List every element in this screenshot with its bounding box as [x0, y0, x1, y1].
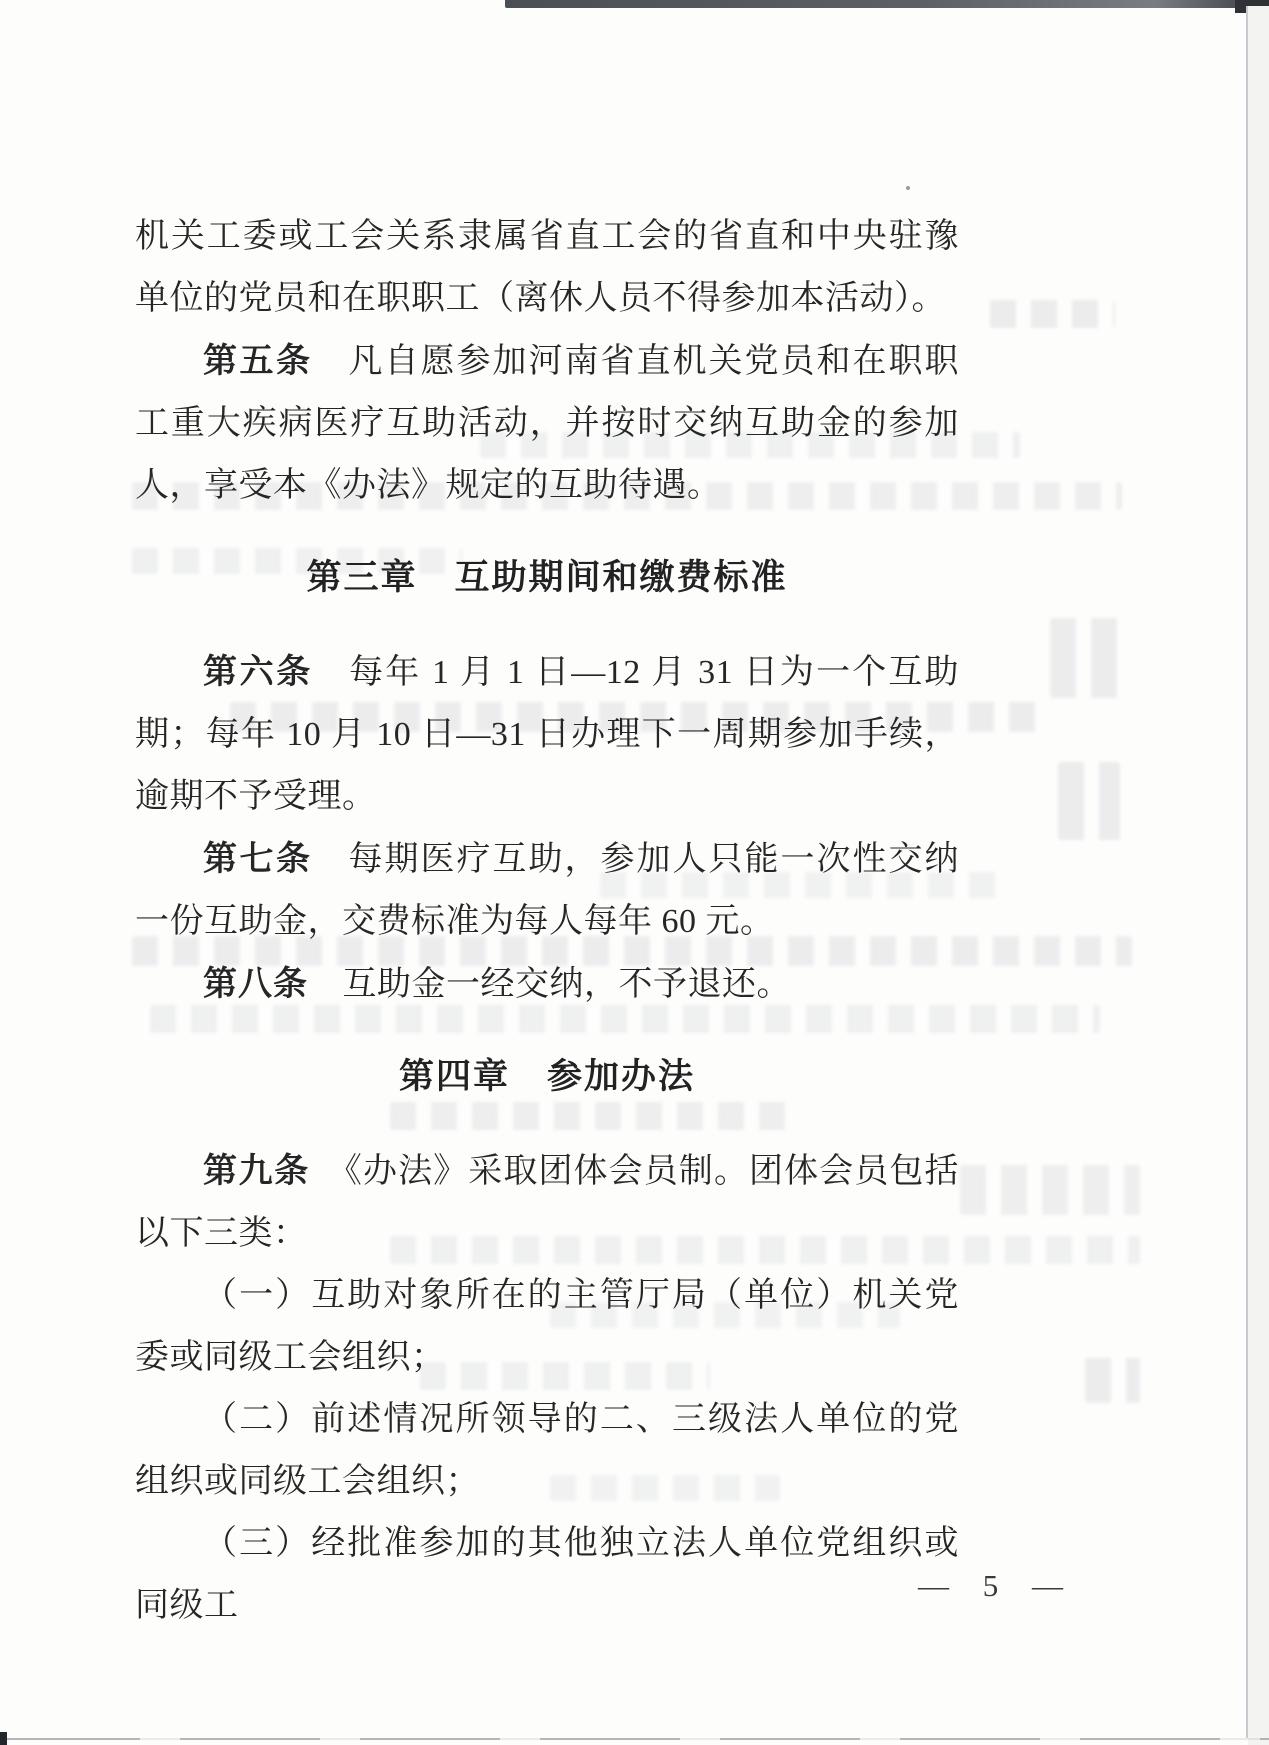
- chapter-heading: 第四章 参加办法: [398, 1057, 695, 1096]
- paragraph: 第七条 每期医疗互助，参加人只能一次性交纳一份互助金，交费标准为每人每年 60 元。: [135, 840, 959, 940]
- article-number: 第五条: [203, 342, 313, 380]
- paragraph: 第九条 《办法》采取团体会员制。团体会员包括以下三类：: [135, 1152, 960, 1252]
- paragraph: 机关工委或工会关系隶属省直工会的省直和中央驻豫单位的党员和在职职工（离休人员不得参加本活动）。: [135, 218, 959, 317]
- paragraph: 第六条 每年 1 月 1 日—12 月 31 日为一个互助期；每年 10 月 10 日—31 日办理下一周期参加手续，逾期不予受理。: [135, 653, 960, 815]
- page-right-edge-line: [1246, 6, 1248, 1738]
- bleed-through-smudge: [1085, 1358, 1140, 1403]
- bleed-through-smudge: [960, 1165, 1140, 1215]
- bleed-through-smudge: [1050, 618, 1120, 698]
- bleed-through-smudge: [990, 300, 1115, 328]
- page-bottom-edge-line: [0, 1738, 1269, 1740]
- paragraph: （一）互助对象所在的主管厅局（单位）机关党委或同级工会组织；: [135, 1277, 959, 1376]
- document-body: [135, 0, 959, 1637]
- article-number: 第七条: [203, 840, 313, 878]
- paragraph: （三）经批准参加的其他独立法人单位党组织或同级工: [135, 1525, 959, 1624]
- bleed-through-smudge: [1058, 762, 1120, 840]
- paragraph: 第五条 凡自愿参加河南省直机关党员和在职职工重大疾病医疗互助活动，并按时交纳互助金的参加人，享受本《办法》规定的互助待遇。: [135, 342, 959, 504]
- article-number: 第六条: [203, 653, 313, 691]
- article-number: 第八条: [203, 965, 308, 1003]
- scanner-bottom-left-mark: [0, 1732, 7, 1745]
- paragraph: （二）前述情况所领导的二、三级法人单位的党组织或同级工会组织；: [135, 1401, 959, 1500]
- paragraph: 第八条 互助金一经交纳，不予退还。: [203, 965, 791, 1003]
- page-number: — 5 —: [918, 1568, 1069, 1603]
- page-right-margin-shade: [1248, 6, 1269, 1745]
- chapter-heading: 第三章 互助期间和缴费标准: [306, 558, 788, 597]
- article-number: 第九条: [203, 1152, 310, 1190]
